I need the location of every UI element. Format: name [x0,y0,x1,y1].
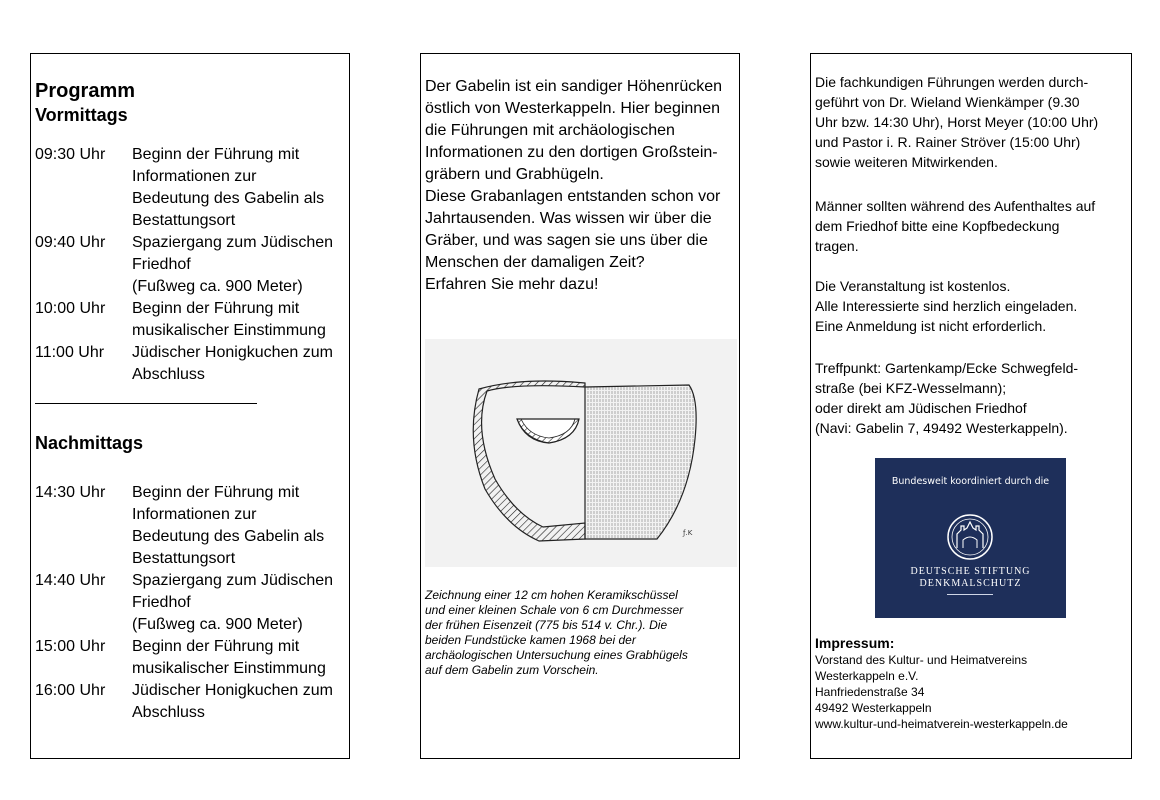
info-line: Alle Interessierte sind herzlich eingeladen. [815,298,1078,314]
info-line: und Pastor i. R. Rainer Ströver (15:00 Uhr) [815,134,1081,150]
schedule-line: musikalischer Einstimmung [132,322,326,339]
intro-line: die Führungen mit archäologischen [425,122,675,139]
schedule-row [35,680,346,724]
schedule-time: 09:30 Uhr [35,146,106,163]
morning-heading: Vormittags [35,105,128,125]
schedule-time: 15:00 Uhr [35,638,106,655]
schedule-time: 11:00 Uhr [35,344,105,361]
schedule-row [35,342,346,386]
drawing-caption [425,588,737,678]
schedule-line: Beginn der Führung mit [132,484,300,501]
intro-line: Erfahren Sie mehr dazu! [425,276,599,293]
impressum-line: Hanfriedenstraße 34 [815,685,925,699]
schedule-text [132,298,346,342]
schedule-line: Abschluss [132,704,205,721]
logo-name [875,566,1066,590]
intro-line: östlich von Westerkappeln. Hier beginnen [425,100,720,117]
schedule-line: Jüdischer Honigkuchen zum [132,344,333,361]
schedule-line: Friedhof [132,594,191,611]
pottery-drawing [425,339,737,567]
schedule-time: 10:00 Uhr [35,300,106,317]
schedule-text [132,680,346,724]
afternoon-schedule [35,482,346,724]
logo-underline [947,594,993,595]
schedule-text [132,232,346,298]
schedule-line: Bestattungsort [132,212,236,229]
schedule-row [35,482,346,570]
impressum-website: www.kultur-und-heimatverein-westerkappeln.de [815,717,1068,731]
intro-line: Gräber, und was sagen sie uns über die [425,232,708,249]
divider-line [35,403,257,404]
schedule-text [132,570,346,636]
caption-line: beiden Fundstücke kamen 1968 bei der [425,633,636,647]
program-title: Programm [35,80,136,102]
schedule-text [132,482,346,570]
meeting-point-text [815,358,1129,438]
schedule-line: Spaziergang zum Jüdischen [132,572,334,589]
schedule-line: musikalischer Einstimmung [132,660,326,677]
schedule-line: Beginn der Führung mit [132,638,300,655]
schedule-line: Informationen zur [132,168,257,185]
schedule-time: 09:40 Uhr [35,234,106,251]
info-line: Eine Anmeldung ist nicht erforderlich. [815,318,1047,334]
schedule-line: (Fußweg ca. 900 Meter) [132,278,303,295]
schedule-line: Beginn der Führung mit [132,300,300,317]
schedule-time: 14:40 Uhr [35,572,106,589]
info-line: geführt von Dr. Wieland Wienkämper (9.30 [815,94,1080,110]
morning-schedule [35,144,346,386]
schedule-line: Informationen zur [132,506,257,523]
intro-line: Informationen zu den dortigen Großstein- [425,144,718,161]
info-line: tragen. [815,238,859,254]
caption-line: archäologischen Untersuchung eines Grabhügels [425,648,688,662]
info-line: Männer sollten während des Aufenthaltes auf [815,198,1096,214]
info-panel [810,53,1132,759]
logo-name-line: DEUTSCHE STIFTUNG [910,566,1031,577]
info-line: Die Veranstaltung ist kostenlos. [815,278,1011,294]
caption-line: Zeichnung einer 12 cm hohen Keramikschüssel [425,588,678,602]
info-line: Die fachkundigen Führungen werden durch- [815,74,1089,90]
info-line: sowie weiteren Mitwirkenden. [815,154,998,170]
logo-tagline: Bundesweit koordiniert durch die [891,476,1050,487]
schedule-line: Bedeutung des Gabelin als [132,528,325,545]
schedule-line: Beginn der Führung mit [132,146,300,163]
info-line: (Navi: Gabelin 7, 49492 Westerkappeln). [815,420,1068,436]
logo-name-line: DENKMALSCHUTZ [919,578,1022,589]
schedule-row [35,570,346,636]
info-line: oder direkt am Jüdischen Friedhof [815,400,1027,416]
gabelin-panel [420,53,740,759]
schedule-text [132,342,346,386]
caption-line: und einer kleinen Schale von 6 cm Durchmesser [425,603,684,617]
intro-text [425,76,737,296]
caption-line: der frühen Eisenzeit (775 bis 514 v. Chr.). Die [425,618,668,632]
schedule-time: 14:30 Uhr [35,484,106,501]
impressum-title: Impressum: [815,635,895,651]
impressum-line: Westerkappeln e.V. [815,669,919,683]
schedule-line: Bestattungsort [132,550,236,567]
denkmalschutz-logo [875,458,1066,618]
info-line: dem Friedhof bitte eine Kopfbedeckung [815,218,1060,234]
intro-line: Jahrtausenden. Was wissen wir über die [425,210,712,227]
info-line: Uhr bzw. 14:30 Uhr), Horst Meyer (10:00 Uhr) [815,114,1099,130]
schedule-line: Friedhof [132,256,191,273]
impressum-line: 49492 Westerkappeln [815,701,932,715]
pottery-drawing-svg [425,339,737,567]
intro-line: Menschen der damaligen Zeit? [425,254,645,271]
info-line: Treffpunkt: Gartenkamp/Ecke Schwegfeld- [815,360,1079,376]
free-entry-text [815,276,1129,336]
schedule-line: (Fußweg ca. 900 Meter) [132,616,303,633]
schedule-text [132,636,346,680]
schedule-line: Spaziergang zum Jüdischen [132,234,334,251]
schedule-row [35,636,346,680]
schedule-row [35,144,346,232]
svg-text:ƒ.K: ƒ.K [683,529,693,537]
schedule-line: Abschluss [132,366,205,383]
schedule-line: Jüdischer Honigkuchen zum [132,682,333,699]
schedule-row [35,298,346,342]
foundation-emblem-icon [945,512,995,562]
headcover-text [815,196,1129,256]
intro-line: gräbern und Grabhügeln. [425,166,604,183]
schedule-line: Bedeutung des Gabelin als [132,190,325,207]
schedule-text [132,144,346,232]
intro-line: Diese Grabanlagen entstanden schon vor [425,188,721,205]
impressum [815,634,1129,732]
info-line: straße (bei KFZ-Wesselmann); [815,380,1007,396]
guides-text [815,72,1129,172]
intro-line: Der Gabelin ist ein sandiger Höhenrücken [425,78,723,95]
schedule-time: 16:00 Uhr [35,682,106,699]
impressum-line: Vorstand des Kultur- und Heimatvereins [815,653,1028,667]
program-panel [30,53,350,759]
schedule-row [35,232,346,298]
caption-line: auf dem Gabelin zum Vorschein. [425,663,599,677]
afternoon-heading: Nachmittags [35,433,144,453]
